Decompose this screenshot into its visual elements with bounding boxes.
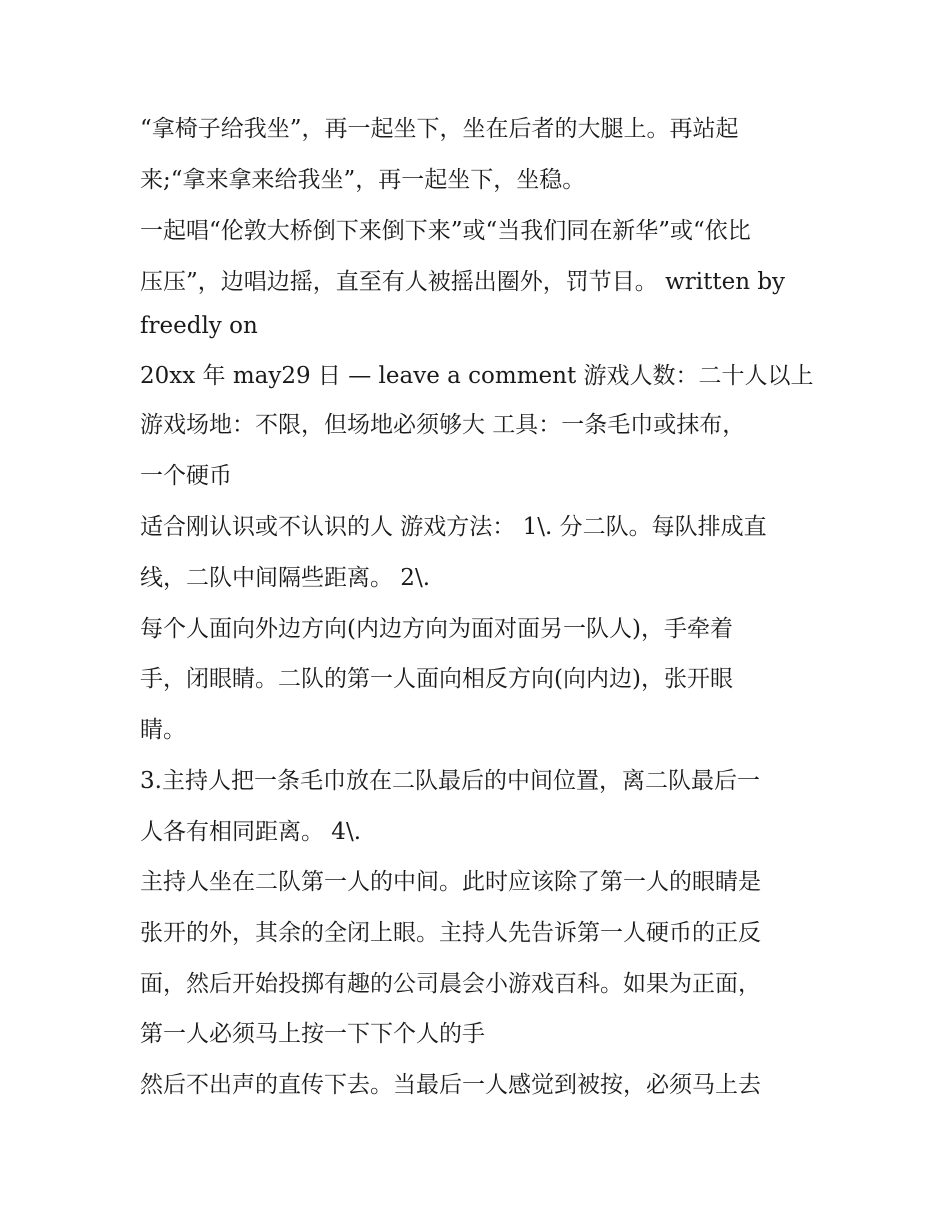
text-line: 面，然后开始投掷有趣的公司晨会小游戏百科。如果为正面， [140,971,761,997]
text-line: 第一人必须马上按一下下个人的手 [140,1021,485,1047]
text-line: 20xx 年 may29 日 — leave a comment 游戏人数：二十人以上 [140,363,814,389]
text-line: 3.主持人把一条毛巾放在二队最后的中间位置，离二队最后一 [140,768,760,794]
text-line: 游戏场地：不限，但场地必须够大 工具：一条毛巾或抹布， [140,412,746,438]
text-line: 张开的外，其余的全闭上眼。主持人先告诉第一人硬币的正反 [140,920,761,946]
text-line: 线，二队中间隔些距离。 2\. [140,565,431,591]
text-line: 适合刚认识或不认识的人 游戏方法： 1\. 分二队。每队排成直 [140,514,767,540]
text-line: 来;“拿来拿来给我坐”，再一起坐下，坐稳。 [140,167,586,193]
text-line: “拿椅子给我坐”，再一起坐下，坐在后者的大腿上。再站起 [140,116,739,142]
text-line: 每个人面向外边方向(内边方向为面对面另一队人)，手牵着 [140,616,733,642]
text-line: 压压”，边唱边摇，直至有人被摇出圈外，罚节目。 written by [140,269,786,295]
text-line: 手，闭眼睛。二队的第一人面向相反方向(向内边)，张开眼 [140,666,733,692]
text-line: 人各有相同距离。 4\. [140,819,362,845]
text-line: 睛。 [140,717,186,743]
text-line: freedly on [140,313,258,339]
text-line: 然后不出声的直传下去。当最后一人感觉到被按，必须马上去 [140,1072,761,1098]
text-line: 一起唱“伦敦大桥倒下来倒下来”或“当我们同在新华”或“依比 [140,218,751,244]
text-line: 主持人坐在二队第一人的中间。此时应该除了第一人的眼睛是 [140,869,761,895]
text-line: 一个硬币 [140,463,232,489]
